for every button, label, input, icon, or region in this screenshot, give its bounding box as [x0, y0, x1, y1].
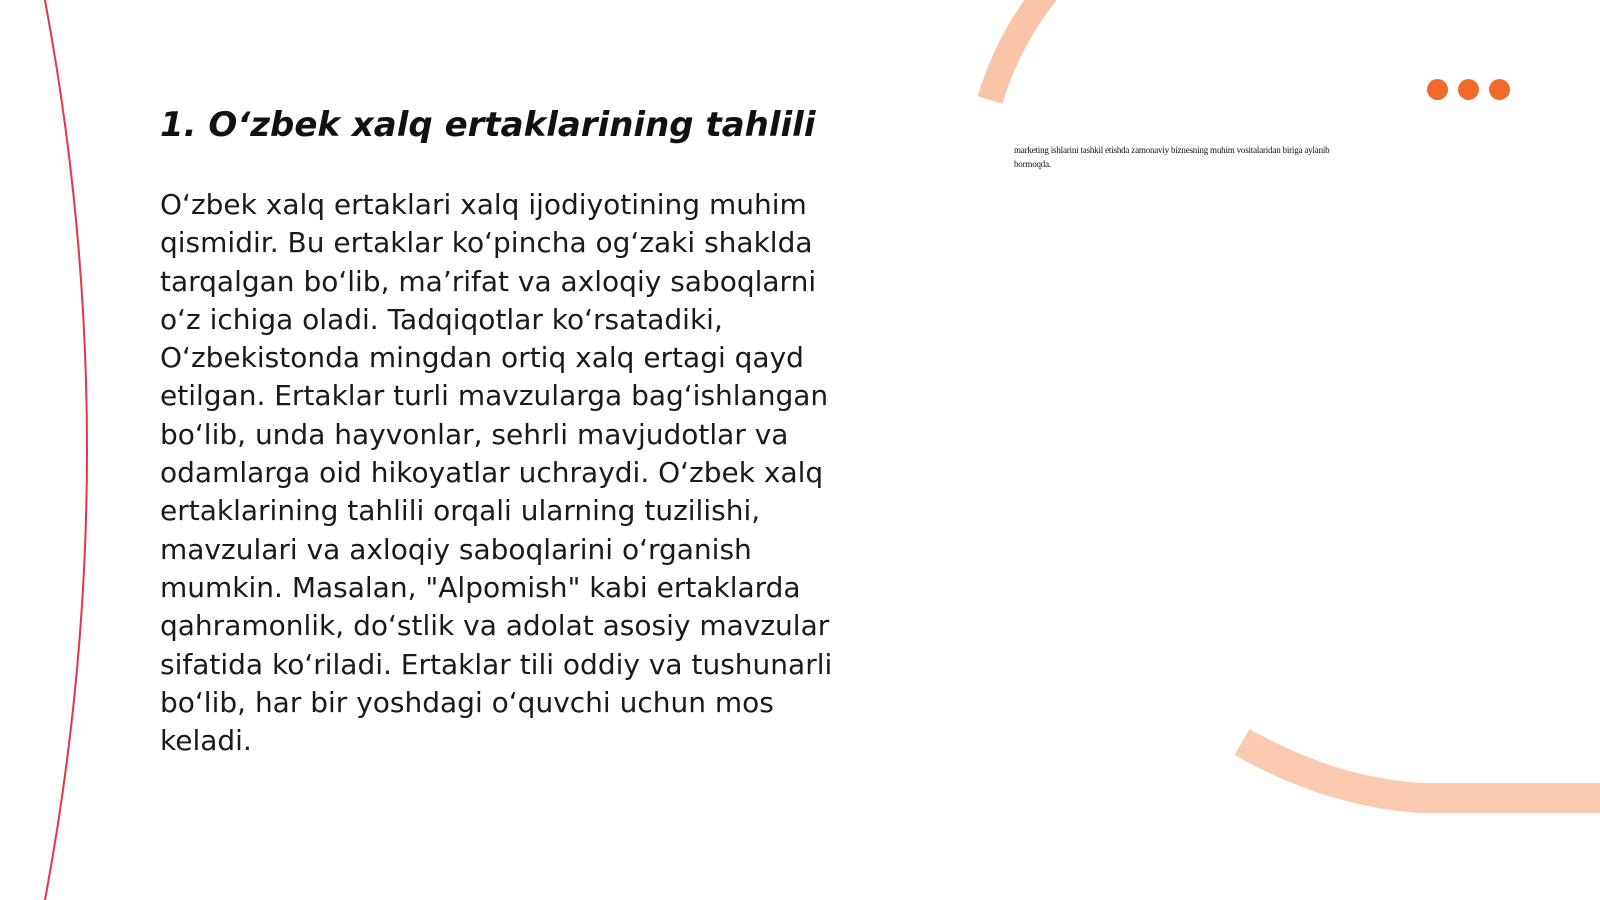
- slide-body-text: O‘zbek xalq ertaklari xalq ijodiyotining muhim qismidir. Bu ertaklar ko‘pincha og‘zaki shaklda tarqalgan bo‘lib, ma’rifat va axloqiy saboqlarni o‘z ichiga oladi. Tadqiqotlar ko‘rsatadiki, O‘zbekistonda mingdan ortiq xalq ertagi qayd etilgan. Ertaklar turli mavzularga bag‘ishlangan bo‘lib, unda hayvonlar, sehrli mavjudotlar va odamlarga oid hikoyatlar uchraydi. O‘zbek xalq ertaklarining tahlili orqali ularning tuzilishi, mavzulari va axloqiy saboqlarini o‘rganish mumkin. Masalan, "Alpomish" kabi ertaklarda qahramonlik, do‘stlik va adolat asosiy mavzular sifatida ko‘riladi. Ertaklar tili oddiy va tushunarli bo‘lib, har bir yoshdagi o‘quvchi uchun mos keladi.: [160, 188, 833, 758]
- left-curve-line: [44, 0, 87, 900]
- three-dots-icon: [1427, 79, 1510, 100]
- side-note-text: marketing ishlarini tashkil etishda zamonaviy biznesning muhim vositalaridan biriga aylanib bormoqda.: [1014, 145, 1330, 169]
- dot: [1427, 79, 1448, 100]
- slide-title: 1. O‘zbek xalq ertaklarining tahlili: [160, 105, 816, 145]
- bottom-orange-arc: [1242, 742, 1600, 798]
- dot: [1489, 79, 1510, 100]
- dot: [1458, 79, 1479, 100]
- top-orange-arc: [990, 0, 1048, 100]
